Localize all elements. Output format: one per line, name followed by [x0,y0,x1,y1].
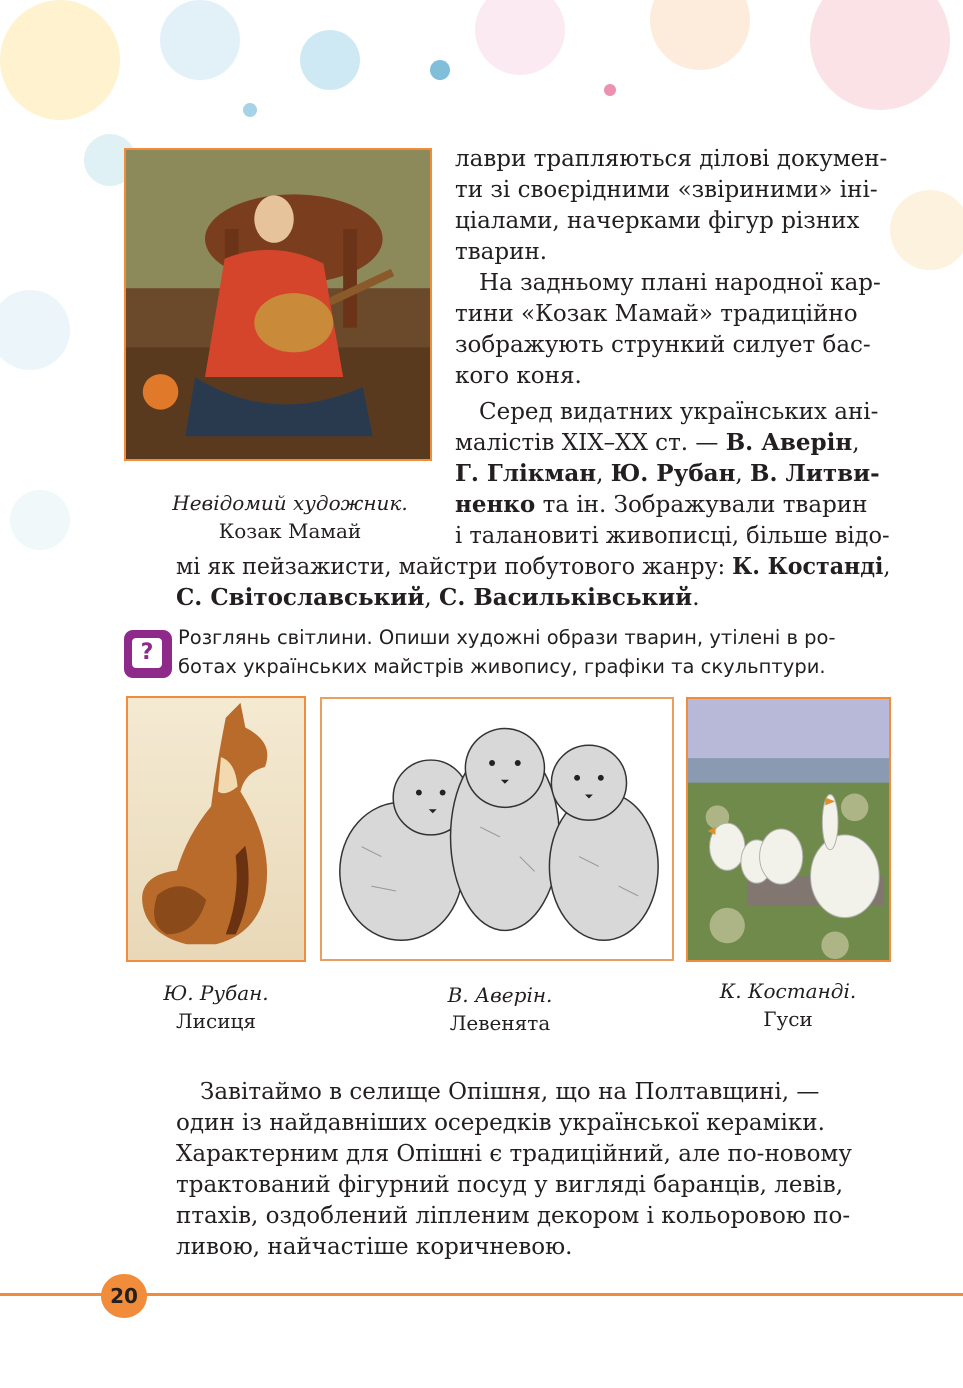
mamai-caption-author: Невідомий художник. [172,491,408,515]
lion-cubs-caption-work: Левенята [449,1011,551,1035]
text-line: птахів, оздоблений ліпленим декором і кольоровою по- [176,1203,851,1229]
text-line: мі як пейзажисти, майстри побутового жанру: К. Костанді, [176,553,891,580]
geese-painting [686,697,891,962]
text-line: ненко та ін. Зображували тварин [455,491,868,518]
artist-name: Ю. Рубан [610,460,736,487]
artist-name: В. Аверін [725,429,853,456]
text-line: Характерним для Опішні є традиційний, але по-новому [176,1141,852,1167]
text-line: ціалами, начерками фігур різних [455,208,860,234]
task-line: ботах українських майстрів живопису, графіки та скульптури. [178,655,826,678]
geese-caption-work: Гуси [763,1007,813,1031]
mamai-caption [140,489,440,545]
question-icon: ? [124,630,172,678]
artist-name: В. Литви- [750,460,880,487]
artist-name: С. Світославський [176,584,425,611]
text-line: тини «Козак Мамай» традиційно [455,301,858,327]
mamai-caption-work: Козак Мамай [218,519,362,543]
text-line: ливою, найчастіше коричневою. [176,1234,573,1260]
text-line: один із найдавніших осередків української кераміки. [176,1110,825,1136]
kozak-mamai-painting [124,148,432,461]
text-line: лаври трапляються ділові докумен- [455,146,888,172]
text-line: На задньому плані народної кар- [479,270,881,296]
text-line: тварин. [455,239,548,265]
artist-name: С. Васильківський [439,584,693,611]
text-line: і талановиті живописці, більше відо- [455,523,890,549]
artist-name: ненко [455,491,536,518]
fox-caption-author: Ю. Рубан. [163,981,269,1005]
text-line: кого коня. [455,363,582,389]
text-line: ти зі своєрідними «звіриними» іні- [455,177,878,203]
text-line: трактований фігурний посуд у вигляді баранців, левів, [176,1172,844,1198]
task-line: Розглянь світлини. Опиши художні образи тварин, утілені в ро- [178,626,836,649]
text-line: Г. Глікман, Ю. Рубан, В. Литви- [455,460,880,487]
text-line: зображують стрункий силует бас- [455,332,871,358]
text-line: малістів XIX–XX ст. — В. Аверін, [455,429,860,456]
artist-name: К. Костанді [732,553,884,580]
fox-caption-work: Лисиця [175,1009,257,1033]
lion-cubs-drawing [320,697,674,961]
fox-caption [126,979,306,1035]
page-number: 20 [101,1274,147,1318]
artist-name: Г. Глікман [455,460,597,487]
geese-caption-author: К. Костанді. [719,979,857,1003]
fox-sculpture-photo [126,696,306,962]
lion-cubs-caption-author: В. Аверін. [447,983,553,1007]
lion-cubs-caption [400,981,600,1037]
text-line: Серед видатних українських ані- [479,399,879,425]
text-line: Завітаймо в селище Опішня, що на Полтавщині, — [200,1079,820,1105]
geese-caption [688,977,888,1033]
text-line: С. Світославський, С. Васильківський. [176,584,700,611]
